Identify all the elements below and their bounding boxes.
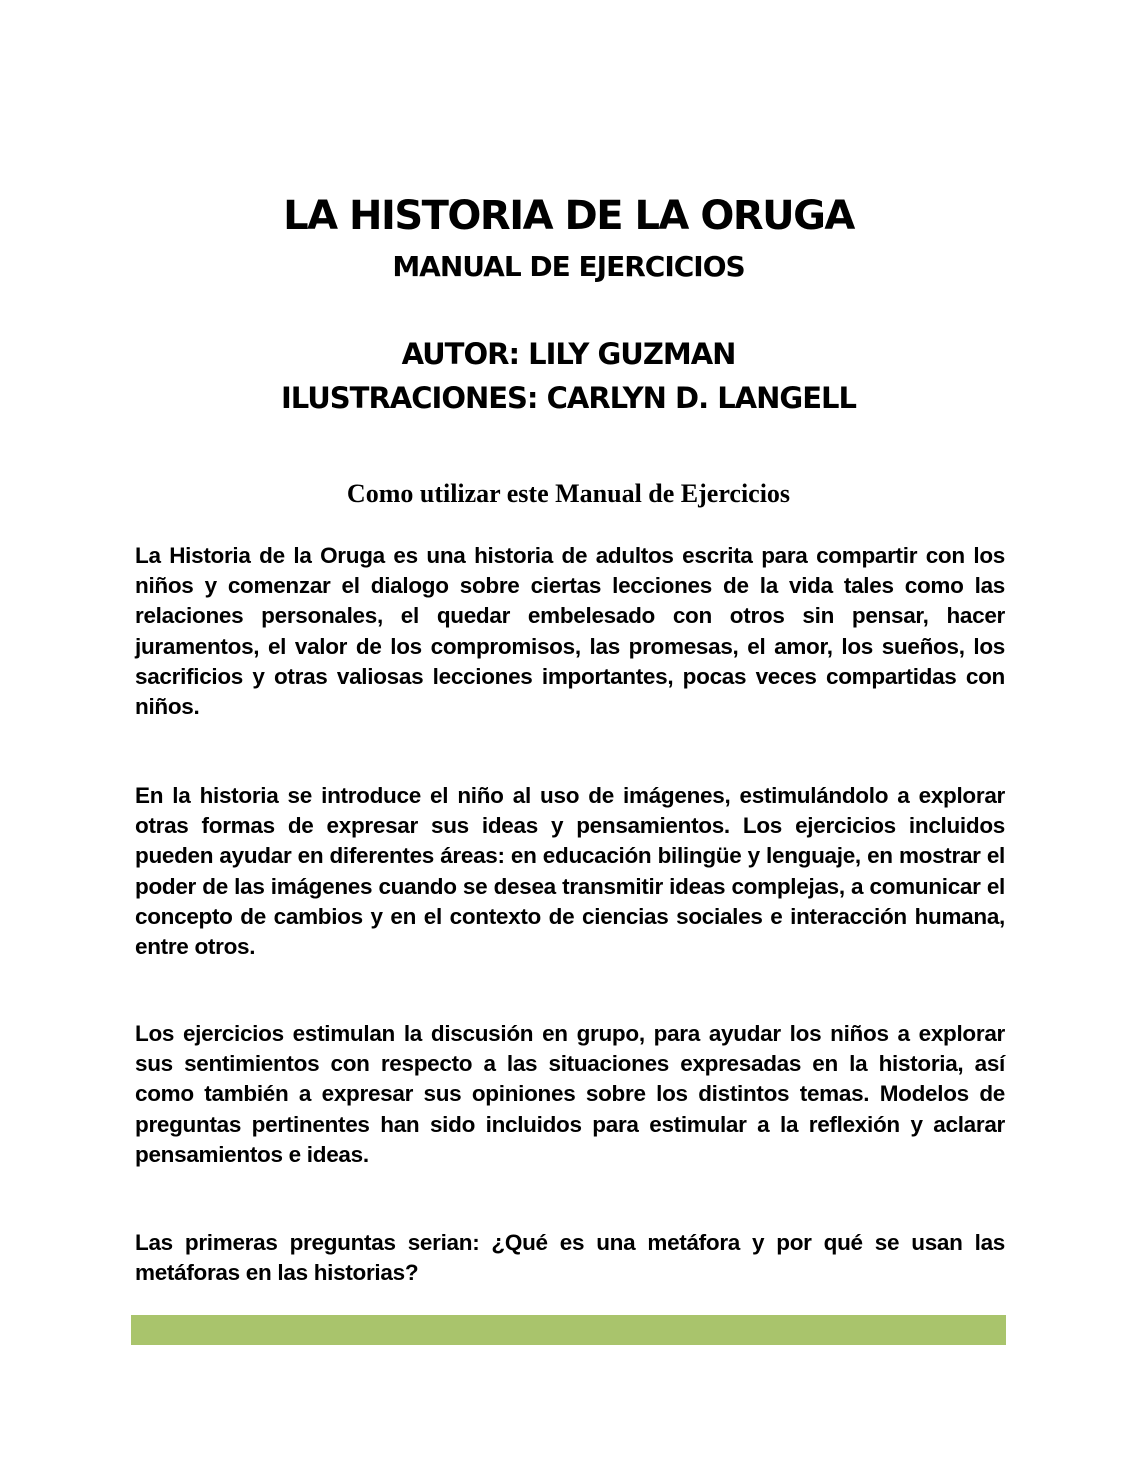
document-title: LA HISTORIA DE LA ORUGA: [283, 193, 854, 239]
paragraph-images: En la historia se introduce el niño al uso de imágenes, estimulándolo a explorar otras formas de expresar sus ideas y pensamientos. Los ejercicios incluidos pueden ayudar en diferentes áreas: en educación bilingüe y lenguaje, en mostrar el poder de las imágenes cuando se desea transmitir ideas complejas, a comunicar el concepto de cambios y en el contexto de ciencias sociales e interacción humana, entre otros.: [135, 783, 1005, 960]
section-heading: Como utilizar este Manual de Ejercicios: [346, 479, 791, 508]
paragraph-intro: La Historia de la Oruga es una historia de adultos escrita para compartir con los niños y comenzar el dialogo sobre ciertas lecciones de la vida tales como las relaciones personales, el quedar embelesado con otros sin pensar, hacer juramentos, el valor de los compromisos, las promesas, el amor, los sueños, los sacrificios y otras valiosas lecciones importantes, pocas veces compartidas con niños.: [135, 543, 1005, 720]
illustrator-line: ILUSTRACIONES: CARLYN D. LANGELL: [281, 381, 856, 415]
document-subtitle: MANUAL DE EJERCICIOS: [392, 250, 745, 283]
author-line: AUTOR: LILY GUZMAN: [401, 337, 736, 371]
green-divider-bar: [131, 1315, 1006, 1345]
paragraph-exercises: Los ejercicios estimulan la discusión en grupo, para ayudar los niños a explorar sus sentimientos con respecto a las situaciones expresadas en la historia, así como también a expresar sus opiniones sobre los distintos temas. Modelos de preguntas pertinentes han sido incluidos para estimular a la reflexión y aclarar pensamientos e ideas.: [135, 1021, 1005, 1167]
paragraph-first-questions: Las primeras preguntas serian: ¿Qué es una metáfora y por qué se usan las metáforas en las historias?: [135, 1230, 1005, 1286]
